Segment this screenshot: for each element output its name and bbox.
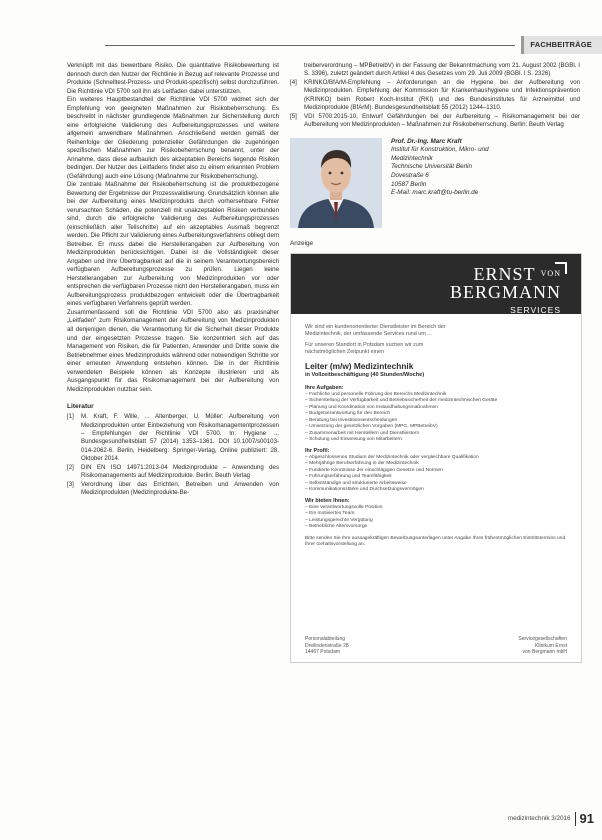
author-line: Medizintechnik [391, 154, 433, 162]
header-rule [105, 45, 515, 46]
job-advertisement [290, 253, 582, 663]
author-block [290, 138, 580, 228]
reference-text: Verordnung über das Errichten, Betreiben und Anwenden von Medizinprodukten (Medizinprodukte-Be- [81, 480, 279, 497]
ad-list-item: – Fundierte Kenntnisse der einschlägigen Gesetze und Normen [305, 468, 567, 475]
author-line: Technische Universität Berlin [391, 163, 472, 171]
reference-text: KRINKO/BfArM-Empfehlung – Anforderungen an die Hygiene bei der Aufbereitung von Medizinprodukten. Empfehlung der Kommission für Krankenhaushygiene und Infektionsprävention (KRINKO) beim Robert Koch-Institut (RKI) und des Bundesinstitutes für Arzneimittel und Medizinprodukte (BfArM). Bundesgesundheitsblatt 55 (2012) 1244–1310. [304, 78, 580, 112]
author-email[interactable]: E-Mail: marc.kraft@tu-berlin.de [391, 189, 479, 197]
job-subtitle: in Vollzeitbeschäftigung (40 Stunden/Woche) [305, 371, 425, 378]
author-line: Institut für Konstruktion, Mikro- und [391, 146, 489, 154]
ad-section-list [305, 455, 567, 494]
ad-section-heading: Ihre Aufgaben: [305, 384, 344, 391]
ad-list-item: – Selbstständige und strukturierte Arbeitsweise [305, 481, 567, 488]
ad-intro-2: Für unseren Standort in Potsdam suchen wir zum nächstmöglichen Zeitpunkt einen [305, 341, 424, 355]
section-label: FACHBEITRÄGE [521, 36, 602, 54]
left-column [67, 62, 279, 498]
journal-issue: medizintechnik 3/2016 [507, 815, 571, 822]
reference-item [67, 481, 279, 498]
page-number: 91 [579, 811, 594, 826]
running-header [105, 36, 602, 54]
ad-list-item: – Betriebliche Altersvorsorge [305, 524, 567, 531]
reference-item [290, 113, 580, 130]
page-footer [508, 811, 594, 826]
author-line: 10587 Berlin [391, 180, 427, 188]
reference-text: VDI 5700:2015-10, Entwurf Gefährdungen bei der Aufbereitung – Risikomanagement bei der Aufbereitung von Medizinprodukten – Maßnahmen zur Risikobeherrschung. Berlin: Beuth Verlag [304, 112, 580, 129]
reference-number: [2] [67, 463, 74, 471]
reference-list-continued [290, 62, 580, 130]
ad-body [291, 314, 581, 549]
ad-section-list [305, 392, 567, 444]
company-logo: ERNST $^{VON}$ BERGMANN SERVICES [449, 263, 561, 315]
ad-list-item: – Sicherstellung der Verfügbarkeit und Betriebssicherheit der medizintechnischen Geräte [305, 398, 567, 405]
reference-item [67, 413, 279, 464]
reference-item [290, 79, 580, 113]
literature-heading: Literatur [67, 403, 94, 411]
ad-section-list [305, 505, 567, 531]
reference-list [67, 413, 279, 498]
ad-list-item: – Führungserfahrung und Teamfähigkeit [305, 474, 567, 481]
author-info [391, 138, 489, 228]
ad-address-left: Personalabteilung Dreilindenstraße 28 14467 Potsdam [305, 636, 349, 656]
ad-intro: Wir sind ein kundenorientierter Dienstleister im Bereich der Medizintechnik, der umfassende Services rund um ... [305, 323, 446, 337]
reference-text: M. Kraft, F. Wille, ... Altenberger, U. Müller: Aufbereitung von Medizinprodukten unter Einbeziehung von Risikomanagementprozessen – Empfehlungen der Richtlinie VDI 5700. In: Hygiene ... Bundesgesundheitsblatt 57 (2014) 1353–1361. DOI 10.1007/s00103-014-2062-6. Berlin, Heidelberg: Springer-Verlag, Online publiziert: 28. Oktober 2014. [81, 413, 279, 463]
ad-list-item: – Zusammenarbeit mit Herstellern und Dienstleistern [305, 431, 567, 438]
ad-list-item: – Mehrjährige Berufserfahrung in der Medizintechnik [305, 461, 567, 468]
ad-section-heading: Ihr Profil: [305, 447, 330, 454]
ad-list-item: – Budgetverantwortung für den Bereich [305, 411, 567, 418]
reference-item [67, 464, 279, 481]
reference-number: [3] [67, 480, 74, 488]
ad-list-item: – Schulung und Einweisung von Mitarbeitern [305, 437, 567, 444]
reference-number: [1] [67, 413, 74, 421]
ad-section-heading: Wir bieten Ihnen: [305, 497, 350, 504]
advertisement-label: Anzeige [290, 239, 314, 247]
ad-list-item: – Kommunikationsstärke und Durchsetzungsvermögen [305, 487, 567, 494]
ad-list-item: – Ein motiviertes Team [305, 511, 567, 518]
ad-list-item: – Fachliche und personelle Führung des Bereichs Medizintechnik [305, 392, 567, 399]
portrait-image [290, 138, 382, 228]
body-paragraph: Die zentrale Maßnahme der Risikobeherrschung ist die produktbezogene Bewertung der Ergebnisse der Prozessvalidierung. Grundsätzlich können alle bei der Aufbereitung eines Medizinprodukts durch vorhersehbare Fehler verursachten Schäden, die potenziell mit unakzeptablen Risiken verbunden sind, durch die erfolgreiche Validierung des Aufbereitungsprozesses (einschließlich aller Teilschritte) auf ein akzeptables Ausmaß begrenzt werden. Die Pflicht zur Validierung eines Aufbereitungsverfahrens obliegt dem Betreiber. Er muss dabei die Herstellerangaben zur Aufbereitung von Medizinprodukten berücksichtigen. Dabei ist die Vollständigkeit dieser Angaben und ihre Übertragbarkeit auf die in seinem Verantwortungsbereich verfügbaren Aufbereitungsprozesse zu prüfen. Liegen keine Herstellerangaben zur Aufbereitung von Medizinprodukten vor oder entsprechen die verfügbaren Prozesse nicht den Herstellerangaben, muss ein Aufbereitungsprozess produktbezogen entwickelt oder die Übertragbarkeit eines verfügbaren Verfahrens geprüft werden. [67, 181, 279, 308]
ad-brand-band [291, 254, 581, 314]
ad-list-item: – Eine verantwortungsvolle Position [305, 505, 567, 512]
author-photo [290, 138, 382, 228]
author-name: Prof. Dr.-Ing. Marc Kraft [391, 137, 462, 145]
reference-number: [5] [290, 112, 297, 120]
body-paragraph: Zusammenfassend soll die Richtlinie VDI 5700 also als praxisnaher „Leitfaden“ zum Risikomanagement der Aufbereitung von Medizinprodukten all denjenigen dienen, die Verantwortung für die Sicherheit dieser Produkte und der eingesetzten Prozesse tragen. Sie konzentriert sich auf das Management von Risiken, die für Patienten, Anwender und Dritte sowie die Betriebnehmer eines Medizinprodukts während oder notwendigen Schritte vor einer erneuten Anwendung entstehen können. Die in der Richtlinie verwendeten Beispiele können als Konzepte illustrieren und als Ausgangspunkt für das Risikomanagement bei der Aufbereitung von Medizinprodukten nutzbar sein. [67, 308, 279, 393]
ad-list-item: – Abgeschlossenes Studium der Medizintechnik oder vergleichbare Qualifikation [305, 455, 567, 462]
footer-divider [575, 812, 576, 826]
ad-list-item: – Beratung bei Investitionsentscheidungen [305, 418, 567, 425]
reference-text: treiberverordnung – MPBetreibV) in der Fassung der Bekanntmachung vom 21. August 2002 (BGBl. I S. 3396), zuletzt geändert durch Artikel 4 des Gesetzes vom 29. Juli 2009 (BGBl. I S. 2326) [304, 62, 580, 78]
author-line: Dovestraße 6 [391, 172, 429, 179]
ad-list-item: – Planung und Koordination von Instandhaltungsmaßnahmen [305, 405, 567, 412]
job-title: Leiter (m/w) Medizintechnik [305, 360, 414, 371]
ad-list-item: – Leistungsgerechte Vergütung [305, 518, 567, 525]
reference-item [290, 62, 580, 79]
ad-list-item: – Umsetzung der gesetzlichen Vorgaben (MPG, MPBetreibV) [305, 424, 567, 431]
ad-footer [305, 636, 567, 655]
body-paragraph: Ein weiteres Hauptbestandteil der Richtlinie VDI 5700 widmet sich der Empfehlung von geeigneten Maßnahmen zur Risikobeherrschung. Es beschreibt in nächster grundlegende Maßnahmen zur Sicherstellung durch eine erfolgreiche Validierung des Aufbereitungsprozesses und weitere allgemein anwendbare Maßnahmen. Anschließend werden gemäß der Reihenfolge der Gliederung potenzieller Gefährdungen die zugehörigen spezifischen Maßnahmen zur Risikobeherrschung benannt, unter der Annahme, dass diese aufbaulich des akzeptablen Bereichs liegende Risiken bedingen. Der Nutzer des Leitfadens findet also zu einem erkannten Problem (Gefährdung) auch eine Lösung (Maßnahme zur Risikobeherrschung). [67, 96, 279, 180]
reference-number [290, 62, 304, 79]
right-column [290, 62, 580, 663]
ad-contact-text: Bitte senden Sie Ihre aussagekräftigen Bewerbungsunterlagen unter Angabe Ihres frühestmöglichen Eintrittstermins und Ihrer Gehaltsvorstellung an: [305, 535, 566, 548]
body-paragraph: Verknüpft mit das bewertbare Risiko. Die quantitative Risikobewertung ist dennoch durch den Nutzer der Richtlinie in Bezug auf relevante Prozesse und Produkte (Schnelltest-Prozess- und Produkt-spezifisch) selbst durchzuführen. Die Richtlinie VDI 5700 soll ihn als Leitfaden dabei unterstützen. [67, 62, 279, 95]
ad-address-right: Servicegesellschaften Klinikum Ernst von Bergmann mbH [518, 636, 567, 656]
reference-number: [4] [290, 78, 297, 86]
reference-text: DIN EN ISO 14971:2013-04 Medizinprodukte – Anwendung des Risikomanagements auf Medizinprodukte. Berlin: Beuth Verlag [81, 463, 279, 480]
